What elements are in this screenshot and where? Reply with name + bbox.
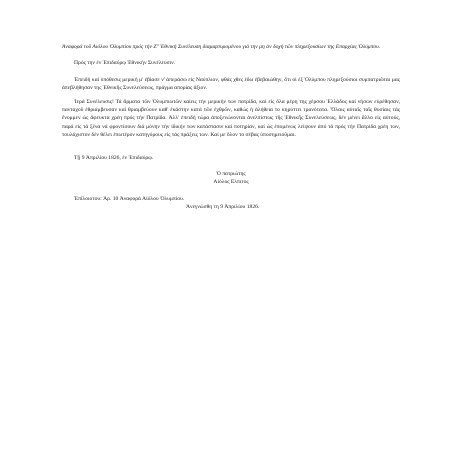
document-address: Πρός την ἐν Ἐπιδαύρῳ Ἐθνικήν Συνέλευσιν. xyxy=(74,60,176,67)
signature-block xyxy=(62,170,400,187)
document-paragraph: Ἱερά Συνέλευσις! Τά ἅρματα τῶν Ὀλυμπιωτῶν καίεις τήν μερικήν των πατρίδα, καί εἰς ὅλα μέρη της χέρσου Ἑλλάδος καί νήσων εὑρέθησαν, πανταχοῦ ἐθριάμβευσαν καί θριαμβεύουν καθ' ἑκάστην κατά τῶν ἐχθρῶν, καθώς ἡ ἀλήθεια το κηρύττει τρανότατα. Ὅλαις αὐταῖς ταῖς θυσίαις τάς ἔνομμεν ὡς ἄφευκτα χρέη πρός τήν Πατρίδα. Ἀλλ' ἐπειδή τώρα ἀποξενώνονται ἀνελπίστως τῆς Ἐθνικῆς Συνελεύσεως, δέν μένει ἄλλο εἰς αὐτούς, παρά εἰς τά ξένα νά φροντίσουν διά μόνην τήν ἰδικήν των κατάστασιν καί ποτηρίαν, καί ὡς ἐπομένως λείψουν ἀπό τά πρός τήν Πατρίδα χρέη των, τουλάχιστον δέν θέλει ἐπωτέρον κατηγόρους εἰς τάς πράξεις των. Καί με ὅλον το σέβας ὑποσημειοῦμαι. xyxy=(62,98,400,139)
document-heading: Ἀναφορά τοῦ Αιόλου Ὀλυμπίου πρός τήν Ζ'' Ἐθνική Συνέλευση διαμαρτυρομένου γιά την μη άν δοχή τῶν πληρεξουσίων της Επαρχίας Ὀλύμπου. xyxy=(62,44,381,50)
signature-line: Ὁ πατριώτης xyxy=(216,171,246,178)
document-page xyxy=(62,43,400,212)
document-paragraph: Ἐπειδή καί ὑπόθεσις μερική μ' ἐβίασε ν' ἀπεράσω εἰς Ναύπλιον, φθάς χθες ἐδω ἐβεβαιώθην, ὅτι οἱ ἐξ Ὀλύμπου πληρεξούσιοι συμπατριῶται μας ἀπεβλήθησαν της Ἐθνικῆς Συνελεύσεως, πράγμα απορίας ἄξιον. xyxy=(62,76,400,92)
footnote-reading-date: Ἀνεγνώσθη τη 9 Ἀπριλίου 1826. xyxy=(186,204,260,211)
signature-name: Αἰόλος Ελπιτος xyxy=(213,179,249,186)
footnote-reference: Ἐπίλοιοτου: Ἀρ. 10 Ἀναφορά Αἰόλου Ὀλυμπίου. xyxy=(74,195,185,202)
document-date: Τῇ 9 Ἀπριλίου 1826, ἐν Ἐπιδαύρῳ. xyxy=(74,154,154,161)
